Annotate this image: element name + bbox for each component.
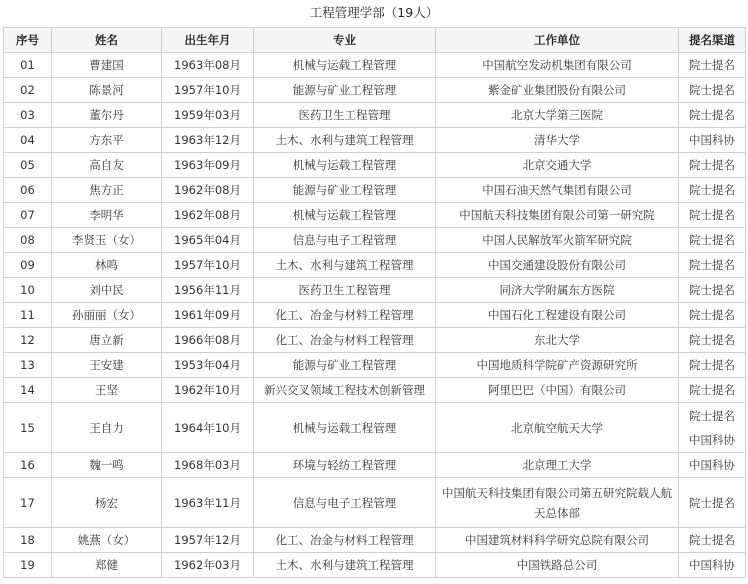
birth-cell: 1963年08月 xyxy=(162,53,254,78)
table-row xyxy=(4,378,746,403)
index-cell: 19 xyxy=(4,553,52,578)
channel-label: 院士提名 xyxy=(689,208,735,222)
birth-cell: 1962年08月 xyxy=(162,203,254,228)
table-row xyxy=(4,178,746,203)
major-cell: 土木、水利与建筑工程管理 xyxy=(254,553,436,578)
header-name: 姓名 xyxy=(52,28,162,53)
header-birth: 出生年月 xyxy=(162,28,254,53)
name-cell: 陈景河 xyxy=(52,78,162,103)
name-cell: 杨宏 xyxy=(52,478,162,528)
channel-cell xyxy=(679,203,746,228)
org-cell: 中国石油天然气集团有限公司 xyxy=(436,178,679,203)
channel-cell xyxy=(679,453,746,478)
channel-cell xyxy=(679,228,746,253)
channel-cell xyxy=(679,328,746,353)
major-cell: 能源与矿业工程管理 xyxy=(254,353,436,378)
table-body xyxy=(4,53,746,578)
birth-cell: 1956年11月 xyxy=(162,278,254,303)
org-cell: 北京航空航天大学 xyxy=(436,403,679,453)
org-cell: 中国铁路总公司 xyxy=(436,553,679,578)
table-row xyxy=(4,453,746,478)
channel-label: 院士提名 xyxy=(689,383,735,397)
channel-label: 院士提名 xyxy=(689,258,735,272)
org-cell: 东北大学 xyxy=(436,328,679,353)
birth-cell: 1963年12月 xyxy=(162,128,254,153)
channel-cell xyxy=(679,353,746,378)
channel-cell xyxy=(679,128,746,153)
org-cell: 中国航空发动机集团有限公司 xyxy=(436,53,679,78)
channel-cell xyxy=(679,78,746,103)
name-cell: 董尔丹 xyxy=(52,103,162,128)
channel-cell xyxy=(679,403,746,453)
org-cell: 中国交通建设股份有限公司 xyxy=(436,253,679,278)
table-row xyxy=(4,478,746,528)
org-cell: 同济大学附属东方医院 xyxy=(436,278,679,303)
birth-cell: 1966年08月 xyxy=(162,328,254,353)
index-cell: 10 xyxy=(4,278,52,303)
index-cell: 06 xyxy=(4,178,52,203)
major-cell: 土木、水利与建筑工程管理 xyxy=(254,128,436,153)
major-cell: 机械与运载工程管理 xyxy=(254,203,436,228)
major-cell: 土木、水利与建筑工程管理 xyxy=(254,253,436,278)
birth-cell: 1963年09月 xyxy=(162,153,254,178)
name-cell: 姚燕（女） xyxy=(52,528,162,553)
channel-label: 中国科协 xyxy=(689,432,735,447)
table-row xyxy=(4,403,746,453)
channel-label: 院士提名 xyxy=(689,495,735,510)
name-cell: 郑健 xyxy=(52,553,162,578)
name-cell: 刘中民 xyxy=(52,278,162,303)
name-cell: 李贤玉（女） xyxy=(52,228,162,253)
nominee-table xyxy=(3,27,746,578)
org-cell: 清华大学 xyxy=(436,128,679,153)
channel-label: 院士提名 xyxy=(689,358,735,372)
name-cell: 王安建 xyxy=(52,353,162,378)
name-cell: 李明华 xyxy=(52,203,162,228)
header-index: 序号 xyxy=(4,28,52,53)
table-row xyxy=(4,228,746,253)
org-cell: 北京大学第三医院 xyxy=(436,103,679,128)
table-row xyxy=(4,253,746,278)
table-caption: 工程管理学部（19人） xyxy=(309,5,439,20)
table-row xyxy=(4,328,746,353)
header-row xyxy=(4,28,746,53)
birth-cell: 1959年03月 xyxy=(162,103,254,128)
name-cell: 孙丽丽（女） xyxy=(52,303,162,328)
major-cell: 新兴交叉领域工程技术创新管理 xyxy=(254,378,436,403)
channel-label: 院士提名 xyxy=(689,408,735,423)
channel-cell xyxy=(679,178,746,203)
header-major: 专业 xyxy=(254,28,436,53)
index-cell: 07 xyxy=(4,203,52,228)
name-cell: 魏一鸣 xyxy=(52,453,162,478)
birth-cell: 1962年10月 xyxy=(162,378,254,403)
channel-label: 院士提名 xyxy=(689,283,735,297)
name-cell: 焦方正 xyxy=(52,178,162,203)
name-cell: 方东平 xyxy=(52,128,162,153)
table-row xyxy=(4,128,746,153)
channel-cell xyxy=(679,153,746,178)
channel-label: 院士提名 xyxy=(689,308,735,322)
index-cell: 16 xyxy=(4,453,52,478)
major-cell: 环境与轻纺工程管理 xyxy=(254,453,436,478)
org-cell: 北京理工大学 xyxy=(436,453,679,478)
header-channel: 提名渠道 xyxy=(679,28,746,53)
table-row xyxy=(4,528,746,553)
org-cell: 中国航天科技集团有限公司第一研究院 xyxy=(436,203,679,228)
table-row xyxy=(4,78,746,103)
index-cell: 03 xyxy=(4,103,52,128)
major-cell: 能源与矿业工程管理 xyxy=(254,78,436,103)
index-cell: 01 xyxy=(4,53,52,78)
major-cell: 机械与运载工程管理 xyxy=(254,153,436,178)
birth-cell: 1965年04月 xyxy=(162,228,254,253)
org-cell: 阿里巴巴（中国）有限公司 xyxy=(436,378,679,403)
index-cell: 11 xyxy=(4,303,52,328)
birth-cell: 1968年03月 xyxy=(162,453,254,478)
channel-label: 中国科协 xyxy=(689,458,735,472)
major-cell: 化工、冶金与材料工程管理 xyxy=(254,303,436,328)
header-org: 工作单位 xyxy=(436,28,679,53)
channel-label: 中国科协 xyxy=(689,558,735,572)
channel-cell xyxy=(679,478,746,528)
major-cell: 信息与电子工程管理 xyxy=(254,228,436,253)
name-cell: 王坚 xyxy=(52,378,162,403)
channel-cell xyxy=(679,53,746,78)
table-row xyxy=(4,353,746,378)
name-cell: 王自力 xyxy=(52,403,162,453)
channel-cell xyxy=(679,278,746,303)
index-cell: 12 xyxy=(4,328,52,353)
channel-cell xyxy=(679,253,746,278)
index-cell: 09 xyxy=(4,253,52,278)
name-cell: 唐立新 xyxy=(52,328,162,353)
major-cell: 医药卫生工程管理 xyxy=(254,103,436,128)
major-cell: 能源与矿业工程管理 xyxy=(254,178,436,203)
channel-label: 中国科协 xyxy=(689,133,735,147)
birth-cell: 1961年09月 xyxy=(162,303,254,328)
index-cell: 08 xyxy=(4,228,52,253)
index-cell: 18 xyxy=(4,528,52,553)
channel-cell xyxy=(679,378,746,403)
org-cell: 中国建筑材料科学研究总院有限公司 xyxy=(436,528,679,553)
index-cell: 04 xyxy=(4,128,52,153)
table-row xyxy=(4,153,746,178)
birth-cell: 1953年04月 xyxy=(162,353,254,378)
table-row xyxy=(4,278,746,303)
channel-cell xyxy=(679,528,746,553)
channel-label: 院士提名 xyxy=(689,183,735,197)
channel-label: 院士提名 xyxy=(689,333,735,347)
major-cell: 化工、冶金与材料工程管理 xyxy=(254,528,436,553)
channel-label: 院士提名 xyxy=(689,233,735,247)
birth-cell: 1962年03月 xyxy=(162,553,254,578)
index-cell: 05 xyxy=(4,153,52,178)
channel-label: 院士提名 xyxy=(689,158,735,172)
table-row xyxy=(4,53,746,78)
birth-cell: 1964年10月 xyxy=(162,403,254,453)
channel-cell xyxy=(679,553,746,578)
channel-label: 院士提名 xyxy=(689,83,735,97)
channel-cell xyxy=(679,103,746,128)
major-cell: 医药卫生工程管理 xyxy=(254,278,436,303)
org-cell: 中国石化工程建设有限公司 xyxy=(436,303,679,328)
table-row xyxy=(4,553,746,578)
major-cell: 信息与电子工程管理 xyxy=(254,478,436,528)
channel-cell xyxy=(679,303,746,328)
index-cell: 14 xyxy=(4,378,52,403)
channel-label: 院士提名 xyxy=(689,533,735,547)
index-cell: 13 xyxy=(4,353,52,378)
name-cell: 曹建国 xyxy=(52,53,162,78)
major-cell: 化工、冶金与材料工程管理 xyxy=(254,328,436,353)
name-cell: 林鸣 xyxy=(52,253,162,278)
index-cell: 17 xyxy=(4,478,52,528)
name-cell: 高自友 xyxy=(52,153,162,178)
table-row xyxy=(4,203,746,228)
index-cell: 02 xyxy=(4,78,52,103)
index-cell: 15 xyxy=(4,403,52,453)
birth-cell: 1963年11月 xyxy=(162,478,254,528)
birth-cell: 1957年10月 xyxy=(162,253,254,278)
birth-cell: 1957年12月 xyxy=(162,528,254,553)
major-cell: 机械与运载工程管理 xyxy=(254,403,436,453)
birth-cell: 1962年08月 xyxy=(162,178,254,203)
org-cell: 中国地质科学院矿产资源研究所 xyxy=(436,353,679,378)
org-cell: 中国航天科技集团有限公司第五研究院载人航天总体部 xyxy=(436,478,679,528)
org-cell: 紫金矿业集团股份有限公司 xyxy=(436,78,679,103)
channel-label: 院士提名 xyxy=(689,108,735,122)
channel-label: 院士提名 xyxy=(689,58,735,72)
org-cell: 北京交通大学 xyxy=(436,153,679,178)
major-cell: 机械与运载工程管理 xyxy=(254,53,436,78)
table-row xyxy=(4,303,746,328)
table-row xyxy=(4,103,746,128)
birth-cell: 1957年10月 xyxy=(162,78,254,103)
org-cell: 中国人民解放军火箭军研究院 xyxy=(436,228,679,253)
